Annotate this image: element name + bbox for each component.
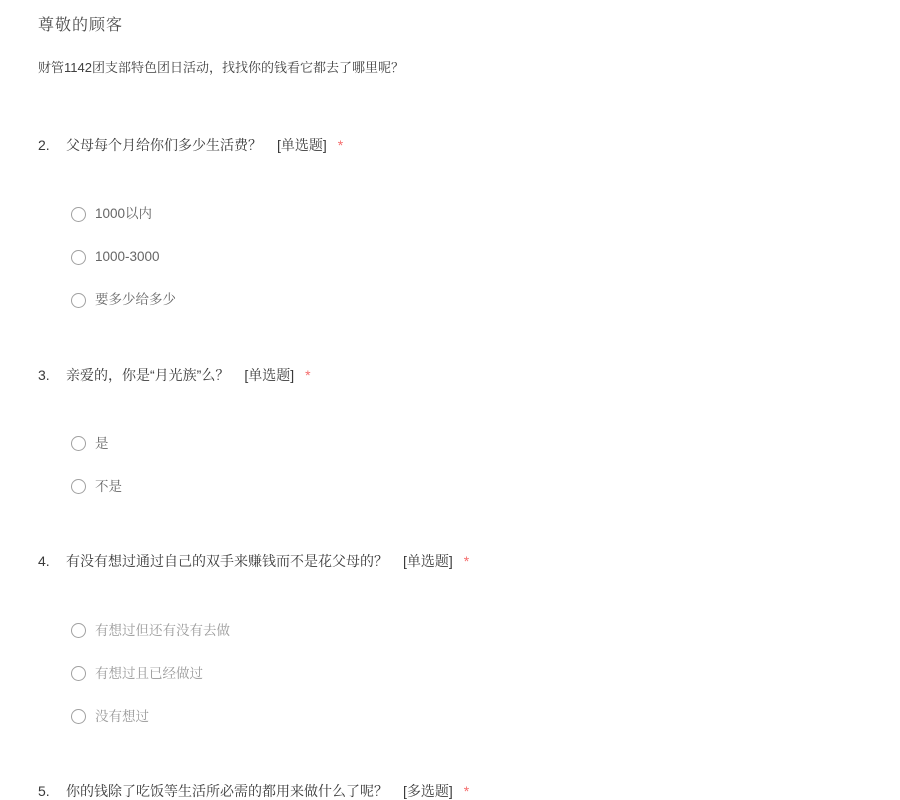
page-title: 尊敬的顾客 bbox=[38, 17, 124, 34]
required-asterisk: * bbox=[463, 783, 470, 800]
question-block bbox=[38, 368, 880, 495]
question-block bbox=[38, 554, 880, 724]
question-number: 2. bbox=[38, 137, 50, 153]
option-list bbox=[38, 207, 880, 308]
question-line bbox=[38, 784, 880, 799]
required-asterisk: * bbox=[305, 366, 311, 383]
question-block bbox=[38, 138, 880, 308]
option-label: 1000-3000 bbox=[95, 249, 160, 265]
question-type-label: [单选题] bbox=[277, 137, 327, 153]
option-list bbox=[38, 436, 880, 494]
option-label: 是 bbox=[95, 436, 109, 452]
radio-button-icon[interactable] bbox=[71, 666, 86, 681]
option-label: 有想过且已经做过 bbox=[95, 665, 203, 681]
option-list bbox=[38, 623, 880, 724]
question-type-label: [单选题] bbox=[244, 366, 295, 383]
question-number: 3. bbox=[38, 366, 50, 383]
question-text: 父母每个月给你们多少生活费？ bbox=[66, 137, 262, 153]
option-label: 有想过但还有没有去做 bbox=[95, 622, 230, 638]
radio-option[interactable] bbox=[71, 436, 109, 451]
radio-option[interactable] bbox=[71, 250, 160, 265]
question-number: 5. bbox=[38, 783, 50, 800]
question-line bbox=[38, 368, 880, 383]
radio-option[interactable] bbox=[71, 709, 149, 724]
radio-button-icon[interactable] bbox=[71, 207, 86, 222]
required-asterisk: * bbox=[463, 553, 470, 570]
radio-option[interactable] bbox=[71, 666, 203, 681]
option-label: 没有想过 bbox=[95, 708, 149, 724]
radio-button-icon[interactable] bbox=[71, 479, 86, 494]
radio-option[interactable] bbox=[71, 623, 230, 638]
question-text: 你的钱除了吃饭等生活所必需的都用来做什么了呢？ bbox=[66, 783, 388, 800]
option-label: 要多少给多少 bbox=[95, 292, 176, 308]
question-line bbox=[38, 138, 880, 153]
radio-button-icon[interactable] bbox=[71, 293, 86, 308]
question-line bbox=[38, 554, 880, 569]
page-subtitle: 财管1142团支部特色团日活动，找找你的钱看它都去了哪里呢？ bbox=[38, 60, 404, 75]
question-text: 亲爱的，你是“月光族”么？ bbox=[66, 366, 230, 383]
question-type-label: [多选题] bbox=[403, 783, 453, 800]
option-label: 1000以内 bbox=[95, 206, 153, 222]
required-asterisk: * bbox=[337, 137, 344, 153]
question-list bbox=[38, 138, 880, 799]
question-type-label: [单选题] bbox=[403, 553, 453, 570]
radio-option[interactable] bbox=[71, 479, 122, 494]
option-label: 不是 bbox=[95, 479, 122, 495]
radio-button-icon[interactable] bbox=[71, 623, 86, 638]
radio-option[interactable] bbox=[71, 207, 152, 222]
question-text: 有没有想过通过自己的双手来赚钱而不是花父母的？ bbox=[66, 553, 388, 570]
radio-option[interactable] bbox=[71, 293, 176, 308]
question-block bbox=[38, 784, 880, 799]
radio-button-icon[interactable] bbox=[71, 250, 86, 265]
question-number: 4. bbox=[38, 553, 50, 570]
radio-button-icon[interactable] bbox=[71, 709, 86, 724]
radio-button-icon[interactable] bbox=[71, 436, 86, 451]
